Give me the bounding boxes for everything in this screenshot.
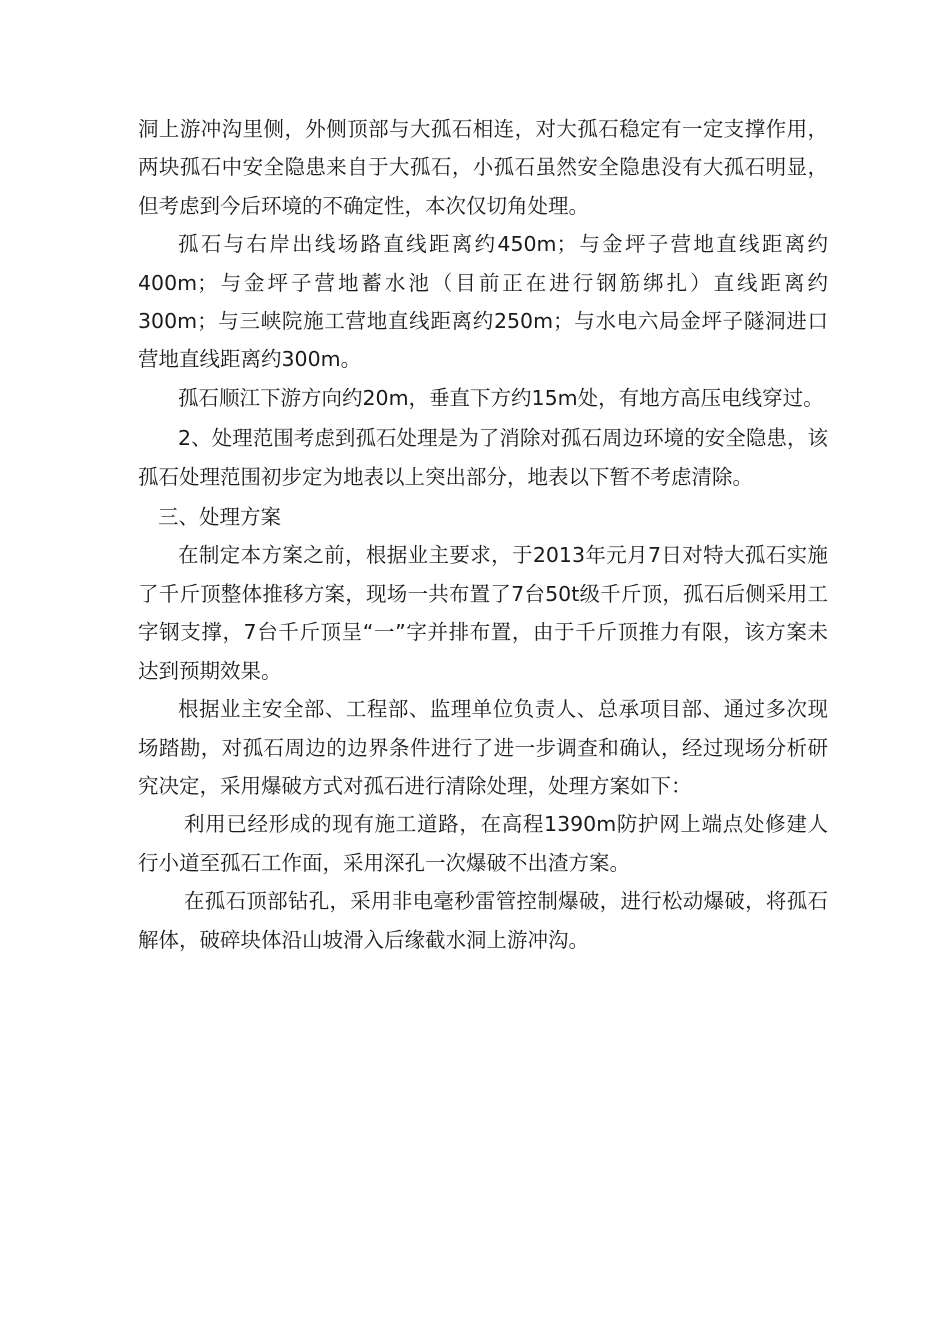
paragraph-distances: 孤石与右岸出线场路直线距离约450m；与金坪子营地直线距离约400m；与金坪子营地蓄水池（目前正在进行钢筋绑扎）直线距离约300m；与三峡院施工营地直线距离约250m；与水电六局金坪子隧洞进口营地直线距离约300m。 [138,232,828,372]
paragraph-blasting: 在孤石顶部钻孔，采用非电毫秒雷管控制爆破，进行松动爆破，将孤石解体，破碎块体沿山坡滑入后缘截水洞上游冲沟。 [138,889,828,952]
paragraph-power-lines: 孤石顺江下游方向约20m，垂直下方约15m处，有地方高压电线穿过。 [178,385,824,410]
document-body [138,110,828,959]
paragraph-decision: 根据业主安全部、工程部、监理单位负责人、总承项目部、通过多次现场踏勘，对孤石周边的边界条件进行了进一步调查和确认，经过现场分析研究决定，采用爆破方式对孤石进行清除处理，处理方案如下： [138,697,828,798]
section-heading: 三、处理方案 [158,505,281,530]
paragraph-access-road: 利用已经形成的现有施工道路，在高程1390m防护网上端点处修建人行小道至孤石工作面，采用深孔一次爆破不出渣方案。 [138,812,828,875]
paragraph-jack-attempt: 在制定本方案之前，根据业主要求，于2013年元月7日对特大孤石实施了千斤顶整体推移方案，现场一共布置了7台50t级千斤顶，孤石后侧采用工字钢支撑，7台千斤顶呈“一”字并排布置，由于千斤顶推力有限，该方案未达到预期效果。 [138,543,828,683]
paragraph-continuation: 洞上游冲沟里侧，外侧顶部与大孤石相连，对大孤石稳定有一定支撑作用，两块孤石中安全隐患来自于大孤石，小孤石虽然安全隐患没有大孤石明显，但考虑到今后环境的不确定性，本次仅切角处理。 [138,117,828,218]
paragraph-treatment-scope: 2、处理范围考虑到孤石处理是为了消除对孤石周边环境的安全隐患，该孤石处理范围初步定为地表以上突出部分，地表以下暂不考虑清除。 [138,426,828,489]
